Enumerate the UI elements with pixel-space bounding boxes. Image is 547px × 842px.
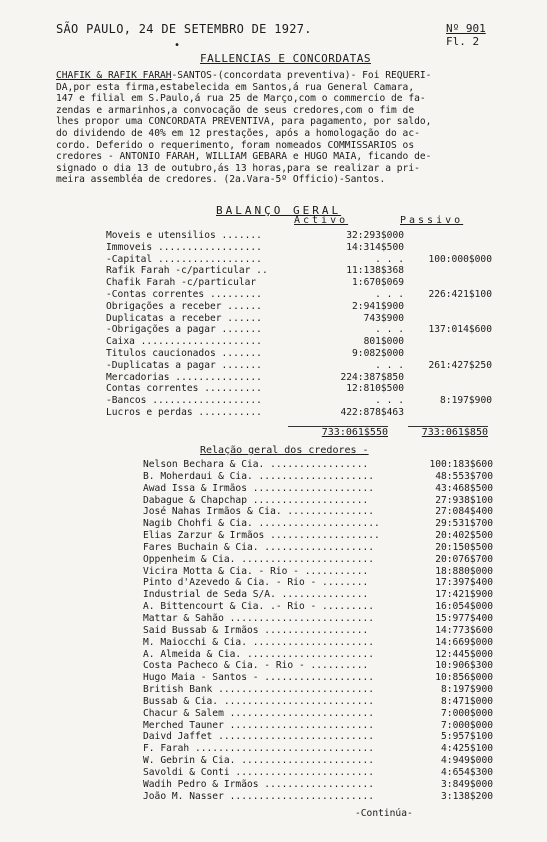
creditor-name: B. Moherdaui & Cia. .................... — [143, 470, 375, 482]
creditor-name: Elias Zarzur & Irmãos ................... — [143, 530, 380, 542]
creditor-name: Bussab & Cia. .......................... — [143, 695, 375, 707]
balance-label: Moveis e utensilios ....... — [106, 230, 262, 241]
creditor-amount: 48:553$700 — [435, 470, 493, 482]
balance-row — [106, 348, 506, 360]
balance-row — [106, 407, 506, 419]
creditor-name: M. Maiocchi & Cia. ..................... — [143, 636, 375, 648]
creditor-row — [143, 495, 493, 507]
passivo-header: Passivo — [400, 215, 464, 226]
creditor-name: British Bank ........................... — [143, 684, 375, 696]
creditor-amount: 5:957$100 — [441, 731, 493, 743]
balance-passivo: 226:421$100 — [428, 288, 492, 300]
balance-row — [106, 277, 506, 289]
creditor-amount: 14:669$000 — [435, 636, 493, 648]
creditor-row — [143, 720, 493, 732]
balance-label: Rafik Farah -c/particular .. — [106, 265, 268, 277]
balance-activo: 743$900 — [363, 312, 404, 324]
creditor-name: Said Bussab & Irmãos .................. — [143, 624, 369, 636]
creditor-name: José Nahas Irmãos & Cia. ............... — [143, 506, 375, 518]
balance-activo: 12:810$500 — [346, 383, 404, 395]
balance-label: Mercadorias ............... — [106, 371, 262, 383]
creditor-row — [143, 755, 493, 767]
balance-row — [106, 372, 506, 384]
creditor-amount: 12:445$000 — [435, 648, 493, 660]
paragraph-line-0 — [56, 70, 496, 82]
balance-row — [106, 324, 506, 336]
creditor-amount: 10:856$000 — [435, 672, 493, 684]
creditor-amount: 14:773$600 — [435, 624, 493, 636]
creditor-amount: 4:949$000 — [441, 755, 493, 767]
creditor-amount: 20:150$500 — [435, 541, 493, 553]
creditor-row — [143, 708, 493, 720]
total-activo: 733:061$550 — [288, 426, 388, 438]
balance-passivo: 261:427$250 — [428, 359, 492, 371]
creditor-amount: 20:402$500 — [435, 530, 493, 542]
creditor-name: Wadih Pedro & Irmãos ................... — [143, 778, 375, 790]
creditor-row — [143, 649, 493, 661]
creditor-name: Fares Buchain & Cia. ................... — [143, 541, 375, 553]
creditor-name: W. Gebrin & Cia. ....................... — [143, 755, 375, 767]
balance-label: -Contas correntes ......... — [106, 288, 262, 300]
creditor-amount: 3:849$000 — [441, 778, 493, 790]
creditor-amount: 29:531$700 — [435, 518, 493, 530]
notice-paragraph — [56, 70, 496, 186]
paragraph-line: lhes propor uma CONCORDATA PREVENTIVA, para pagamento, por saldo, — [56, 116, 432, 128]
paragraph-line: zendas e armarinhos,a convocação de seus credores,com o fim de — [56, 104, 415, 116]
creditor-row — [143, 743, 493, 755]
creditor-name: Nagib Chohfi & Cia. ..................... — [143, 518, 380, 530]
paragraph-text: -SANTOS-(concordata preventiva)- Foi REQUERI- — [171, 70, 432, 81]
balance-row — [106, 230, 506, 242]
page-reference — [446, 22, 486, 48]
creditor-amount: 17:421$900 — [435, 589, 493, 601]
creditor-name: Costa Pacheco & Cia. - Rio - .......... — [143, 660, 369, 672]
creditor-row — [143, 577, 493, 589]
paragraph-line: do dividendo de 40% em 12 prestações, após a homologação do ac- — [56, 127, 420, 139]
creditor-row — [143, 518, 493, 530]
creditor-row — [143, 660, 493, 672]
creditor-name: João M. Nasser ......................... — [143, 790, 375, 802]
paragraph-line: 147 e filial em S.Paulo,á rua 25 de Março,com o commercio de fa- — [56, 93, 426, 105]
creditor-row — [143, 684, 493, 696]
creditor-row — [143, 530, 493, 542]
creditor-name: A. Bittencourt & Cia. .- Rio - ......... — [143, 601, 375, 613]
balance-table — [106, 230, 506, 419]
creditor-row — [143, 459, 493, 471]
creditor-amount: 27:938$100 — [435, 494, 493, 506]
creditor-row — [143, 566, 493, 578]
creditor-amount: 4:654$300 — [441, 766, 493, 778]
creditor-amount: 8:471$000 — [441, 695, 493, 707]
total-passivo: 733:061$850 — [408, 426, 488, 438]
creditor-amount: 27:084$400 — [435, 506, 493, 518]
balance-row — [106, 336, 506, 348]
creditor-name: F. Farah ............................... — [143, 743, 375, 755]
balance-activo: 14:314$500 — [346, 241, 404, 253]
balance-activo: . . . — [375, 288, 404, 300]
creditor-row — [143, 483, 493, 495]
balance-label: Contas correntes .......... — [106, 383, 262, 395]
creditor-row — [143, 471, 493, 483]
balance-passivo: 100:000$000 — [428, 253, 492, 265]
balance-passivo: 137:014$600 — [428, 324, 492, 336]
balance-label: Lucros e perdas ........... — [106, 406, 262, 418]
creditor-name: Savoldi & Conti ........................ — [143, 766, 375, 778]
creditor-name: Nelson Bechara & Cia. ................. — [143, 459, 369, 470]
balance-row — [106, 289, 506, 301]
creditor-row — [143, 601, 493, 613]
creditor-row — [143, 625, 493, 637]
balance-activo: . . . — [375, 324, 404, 336]
creditor-amount: 3:138$200 — [441, 790, 493, 802]
creditors-title: Relação geral dos credores - — [200, 445, 369, 456]
balance-activo: 9:082$000 — [352, 347, 404, 359]
balance-row — [106, 360, 506, 372]
creditor-amount: 100:183$600 — [429, 459, 493, 470]
balance-label: -Duplicatas a pagar ....... — [106, 359, 262, 371]
creditor-row — [143, 696, 493, 708]
balance-activo: 422:878$463 — [340, 406, 404, 418]
creditor-amount: 4:425$100 — [441, 743, 493, 755]
balance-activo: 32:293$000 — [346, 230, 404, 241]
creditor-name: Dabague & Chapchap .................... — [143, 494, 369, 506]
balance-label: -Capital .................. — [106, 253, 262, 265]
section-title: FALLENCIAS E CONCORDATAS — [200, 52, 371, 65]
creditor-name: Hugo Maia - Santos - ................... — [143, 672, 375, 684]
creditor-amount: 16:054$000 — [435, 601, 493, 613]
creditor-row — [143, 506, 493, 518]
balance-label: Obrigações a receber ...... — [106, 300, 262, 312]
balance-activo: . . . — [375, 359, 404, 371]
balance-row — [106, 383, 506, 395]
place-date: SÃO PAULO, 24 DE SETEMBRO DE 1927. — [56, 22, 312, 36]
creditor-amount: 43:468$500 — [435, 482, 493, 494]
balance-activo: 1:670$069 — [352, 277, 404, 289]
balance-label: -Obrigações a pagar ....... — [106, 324, 262, 336]
creditor-row — [143, 637, 493, 649]
creditor-amount: 15:977$400 — [435, 612, 493, 624]
creditor-amount: 8:197$900 — [441, 684, 493, 696]
balance-row — [106, 395, 506, 407]
creditor-amount: 17:397$400 — [435, 577, 493, 589]
creditor-amount: 10:906$300 — [435, 660, 493, 672]
paragraph-line: cordo. Deferido o requerimento, foram nomeados COMMISSARIOS os — [56, 139, 415, 151]
balance-passivo: 8:197$900 — [440, 395, 492, 407]
creditor-amount: 7:000$000 — [441, 719, 493, 731]
balance-row — [106, 301, 506, 313]
balance-label: Titulos caucionados ....... — [106, 347, 262, 359]
creditor-amount: 7:000$000 — [441, 707, 493, 719]
firm-name: CHAFIK & RAFIK FARAH — [56, 70, 172, 81]
balance-activo: 11:138$368 — [346, 265, 404, 277]
activo-header: Activo — [294, 215, 349, 226]
creditor-name: Merched Tauner ......................... — [143, 719, 375, 731]
creditor-name: Awad Issa & Irmãos ..................... — [143, 482, 375, 494]
creditor-amount: 20:076$700 — [435, 553, 493, 565]
balance-label: Immoveis .................. — [106, 241, 262, 253]
paragraph-line: signado o dia 13 de outubro,ás 13 horas,para se realizar a pri- — [56, 162, 420, 174]
balance-activo: 224:387$850 — [340, 371, 404, 383]
creditor-name: Industrial de Seda S/A. ............... — [143, 589, 369, 601]
creditor-row — [143, 554, 493, 566]
balance-activo: 801$000 — [363, 336, 404, 348]
creditor-row — [143, 767, 493, 779]
balance-activo: . . . — [375, 253, 404, 265]
balance-label: Caixa ..................... — [106, 336, 262, 348]
balance-row — [106, 242, 506, 254]
paragraph-line: meira assembléa de credores. (2a.Vara-5º Officio)-Santos. — [56, 174, 386, 186]
continues-note: -Continúa- — [355, 808, 413, 819]
creditor-row — [143, 779, 493, 791]
balance-row — [106, 313, 506, 325]
balance-activo: 2:941$900 — [352, 300, 404, 312]
creditor-name: Vicira Motta & Cia. - Rio - ........... — [143, 565, 369, 577]
balance-activo: . . . — [375, 395, 404, 407]
creditor-row — [143, 542, 493, 554]
bullet-mark: • — [174, 40, 181, 51]
creditor-name: Oppenheim & Cia. ....................... — [143, 553, 375, 565]
creditor-row — [143, 672, 493, 684]
paragraph-line: credores - ANTONIO FARAH, WILLIAM GEBARA e HUGO MAIA, ficando de- — [56, 151, 432, 163]
balance-label: Duplicatas a receber ...... — [106, 312, 262, 324]
balance-label: Chafik Farah -c/particular — [106, 277, 257, 289]
creditor-row — [143, 731, 493, 743]
creditor-name: Mattar & Sahão ......................... — [143, 612, 375, 624]
creditor-amount: 18:880$000 — [435, 565, 493, 577]
creditor-row — [143, 613, 493, 625]
creditor-name: Pinto d'Azevedo & Cia. - Rio - ........ — [143, 577, 369, 589]
balance-label: -Bancos ................... — [106, 395, 262, 407]
creditor-name: A. Almeida & Cia. ...................... — [143, 648, 375, 660]
creditor-name: Daivd Jaffet ........................... — [143, 731, 375, 743]
balance-row — [106, 254, 506, 266]
paragraph-line: DA,por esta firma,estabelecida em Santos,á rua General Camara, — [56, 81, 415, 93]
creditor-row — [143, 589, 493, 601]
creditor-row — [143, 791, 493, 803]
creditor-name: Chacur & Salem ......................... — [143, 707, 375, 719]
balance-row — [106, 265, 506, 277]
balance-title: BALANÇO GERAL — [216, 204, 342, 217]
page-number: Fl. 2 — [446, 35, 480, 48]
issue-number: Nº 901 — [446, 22, 486, 35]
creditors-list — [143, 459, 493, 802]
